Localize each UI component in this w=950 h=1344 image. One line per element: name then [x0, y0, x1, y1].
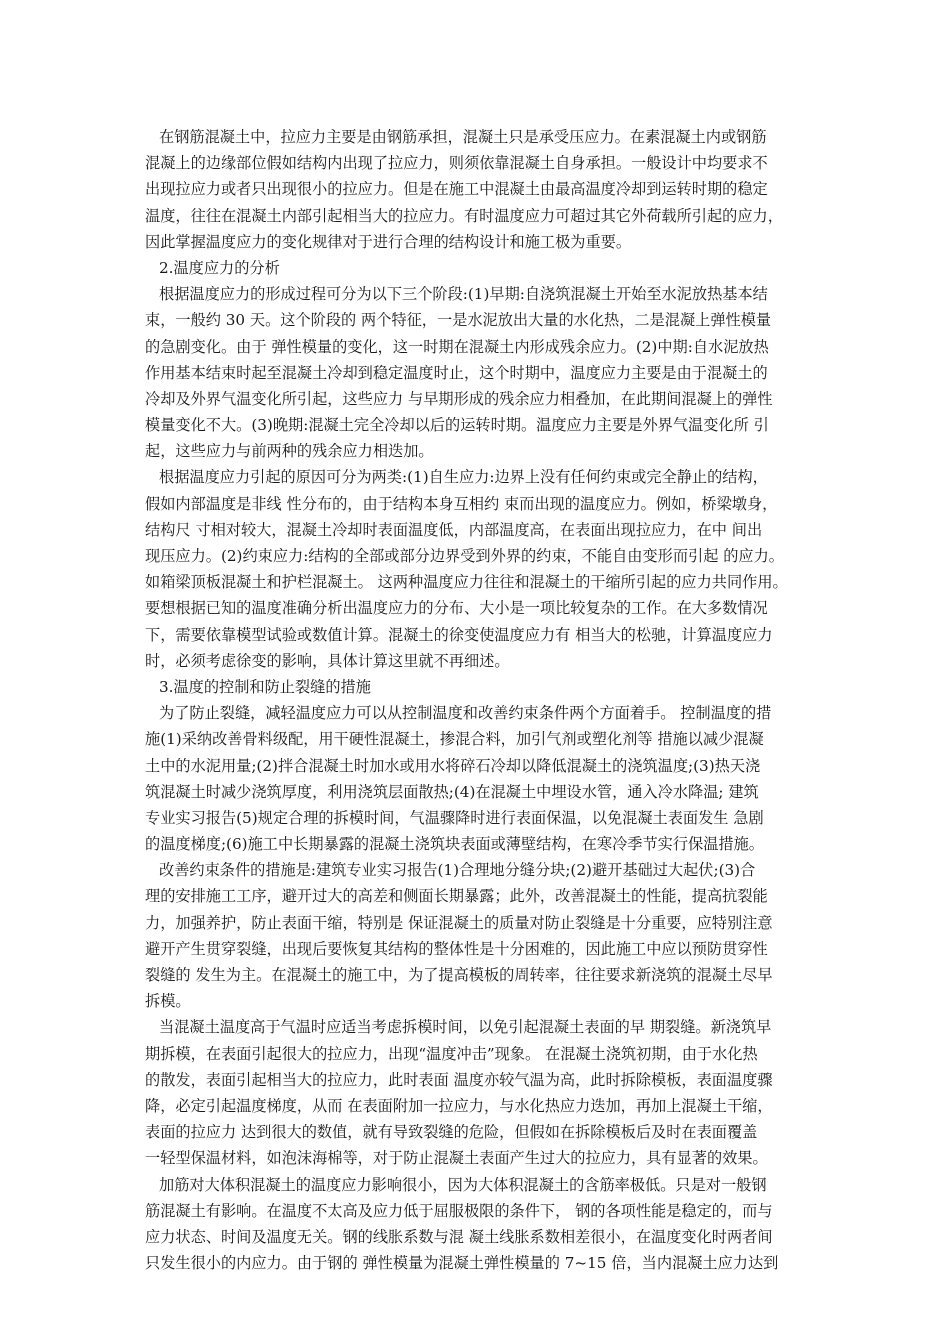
text-line: 为了防止裂缝，减轻温度应力可以从控制温度和改善约束条件两个方面着手。 控制温度的措 [159, 704, 772, 723]
text-line: 现压应力。(2)约束应力:结构的全部或部分边界受到外界的约束，不能自由变形而引起 的应力。 [145, 547, 784, 565]
text-line: 期拆模，在表面引起很大的拉应力，出现“温度冲击”现象。 在混凝土浇筑初期，由于水化热 [145, 1044, 758, 1063]
text-line: 温度，往往在混凝土内部引起相当大的拉应力。有时温度应力可超过其它外荷载所引起的应力， [145, 206, 783, 225]
text-line: 避开产生贯穿裂缝，出现后要恢复其结构的整体性是十分困难的，因此施工中应以预防贯穿性 [145, 939, 768, 958]
text-line: 理的安排施工工序，避开过大的高差和侧面长期暴露；此外，改善混凝土的性能，提高抗裂能 [145, 887, 768, 906]
section-heading [145, 255, 820, 281]
text-line: 根据温度应力的形成过程可分为以下三个阶段:(1)早期:自浇筑混凝土开始至水泥放热基本结 [159, 285, 768, 304]
text-line: 因此掌握温度应力的变化规律对于进行合理的结构设计和施工极为重要。 [145, 232, 631, 251]
text-line: 结构尺 寸相对较大，混凝土冷却时表面温度低，内部温度高，在表面出现拉应力，在中 间出 [145, 520, 763, 539]
text-line: 时，必须考虑徐变的影响，具体计算这里就不再细述。 [145, 651, 510, 670]
text-line: 起，这些应力与前两种的残余应力相迭加。 [145, 442, 434, 461]
text-line: 表面的拉应力 达到很大的数值，就有导致裂缝的危险，但假如在拆除模板后及时在表面覆盖 [145, 1123, 758, 1142]
text-line: 混凝上的边缘部位假如结构内出现了拉应力，则须依靠混凝土自身承担。一般设计中均要求不 [145, 154, 768, 173]
text-line: 要想根据已知的温度准确分析出温度应力的分布、大小是一项比较复杂的工作。在大多数情况 [145, 599, 768, 618]
text-line: 的温度梯度;(6)施工中长期暴露的混凝土浇筑块表面或薄壁结构，在寒冷季节实行保温措施。 [145, 835, 764, 854]
text-line: 当混凝土温度高于气温时应适当考虑拆模时间，以免引起混凝土表面的早 期裂缝。新浇筑早 [159, 1018, 772, 1037]
text-line: 束，一般约 30 天。这个阶段的 两个特征，一是水泥放出大量的水化热，二是混凝上弹性模量 [145, 311, 772, 330]
heading-text: 3.温度的控制和防止裂缝的措施 [159, 677, 371, 696]
text-line: 筋混凝土有影响。在温度不太高及应力低于屈服极限的条件下， 钢的各项性能是稳定的，而与 [145, 1201, 773, 1220]
paragraph [145, 1172, 820, 1277]
text-line: 模量变化不大。(3)晚期:混凝土完全冷却以后的运转时期。温度应力主要是外界气温变化所 引 [145, 416, 769, 435]
paragraph [145, 1014, 820, 1171]
text-line: 作用基本结束时起至混凝土冷却到稳定温度时止，这个时期中，温度应力主要是由于混凝土的 [145, 363, 768, 382]
text-line: 在钢筋混凝土中，拉应力主要是由钢筋承担，混凝土只是承受压应力。在素混凝土内或钢筋 [159, 128, 767, 146]
text-line: 改善约束条件的措施是:建筑专业实习报告(1)合理地分缝分块;(2)避开基础过大起伏;(3)合 [159, 861, 756, 880]
text-line: 拆模。 [145, 992, 191, 1011]
text-line: 土中的水泥用量;(2)拌合混凝土时加水或用水将碎石冷却以降低混凝土的浇筑温度;(3)热天浇 [145, 756, 761, 775]
text-line: 降，必定引起温度梯度，从而 在表面附加一拉应力，与水化热应力迭加，再加上混凝土干缩， [145, 1096, 773, 1115]
text-line: 的散发，表面引起相当大的拉应力，此时表面 温度亦较气温为高，此时拆除模板，表面温度骤 [145, 1070, 773, 1089]
text-line: 只发生很小的内应力。由于钢的 弹性模量为混凝土弹性模量的 7~15 倍，当内混凝土应力达到 [145, 1254, 779, 1273]
text-line: 施(1)采纳改善骨料级配，用干硬性混凝土，掺混合料，加引气剂或塑化剂等 措施以减少混凝 [145, 730, 764, 749]
heading-text: 2.温度应力的分析 [159, 258, 280, 277]
text-line: 加筋对大体积混凝土的温度应力影响很小，因为大体积混凝土的含筋率极低。只是对一般钢 [159, 1175, 767, 1194]
text-line: 筑混凝土时减少浇筑厚度，利用浇筑层面散热;(4)在混凝土中埋设水管，通入冷水降温; 建筑 [145, 782, 759, 801]
text-line: 力，加强养护，防止表面干缩，特别是 保证混凝土的质量对防止裂缝是十分重要，应特别注意 [145, 913, 773, 932]
text-line: 专业实习报告(5)规定合理的拆模时间，气温骤降时进行表面保温，以免混凝土表面发生 急剧 [145, 808, 764, 827]
text-line: 下，需要依靠模型试验或数值计算。混凝土的徐变使温度应力有 相当大的松驰，计算温度应力 [145, 625, 773, 644]
text-line: 应力状态、时间及温度无关。钢的线胀系数与混 凝土线胀系数相差很小，在温度变化时两者间 [145, 1227, 773, 1246]
text-line: 裂缝的 发生为主。在混凝土的施工中，为了提高模板的周转率，往往要求新浇筑的混凝土尽早 [145, 966, 773, 984]
text-line: 如箱梁顶板混凝土和护栏混凝土。 这两种温度应力往往和混凝土的干缩所引起的应力共同作用。 [145, 573, 788, 592]
text-line: 的急剧变化。由于 弹性模量的变化，这一时期在混凝土内形成残余应力。(2)中期:自水泥放热 [145, 337, 769, 356]
text-line: 出现拉应力或者只出现很小的拉应力。但是在施工中混凝土由最高温度冷却到运转时期的稳定 [145, 180, 768, 199]
text-line: 冷却及外界气温变化所引起，这些应力 与早期形成的残余应力相叠加，在此期间混凝上的弹性 [145, 389, 773, 408]
paragraph [145, 464, 820, 674]
paragraph [145, 700, 820, 857]
paragraph [145, 281, 820, 464]
paragraph [145, 124, 820, 255]
text-line: 一轻型保温材料，如泡沫海棉等，对于防止混凝土表面产生过大的拉应力，具有显著的效果。 [145, 1149, 768, 1168]
section-heading [145, 674, 820, 700]
text-line: 根据温度应力引起的原因可分为两类:(1)自生应力:边界上没有任何约束或完全静止的结构， [159, 468, 768, 487]
paragraph [145, 857, 820, 1014]
document-page [145, 124, 820, 1276]
text-line: 假如内部温度是非线 性分布的，由于结构本身互相约 束而出现的温度应力。例如，桥梁墩身， [145, 494, 778, 513]
